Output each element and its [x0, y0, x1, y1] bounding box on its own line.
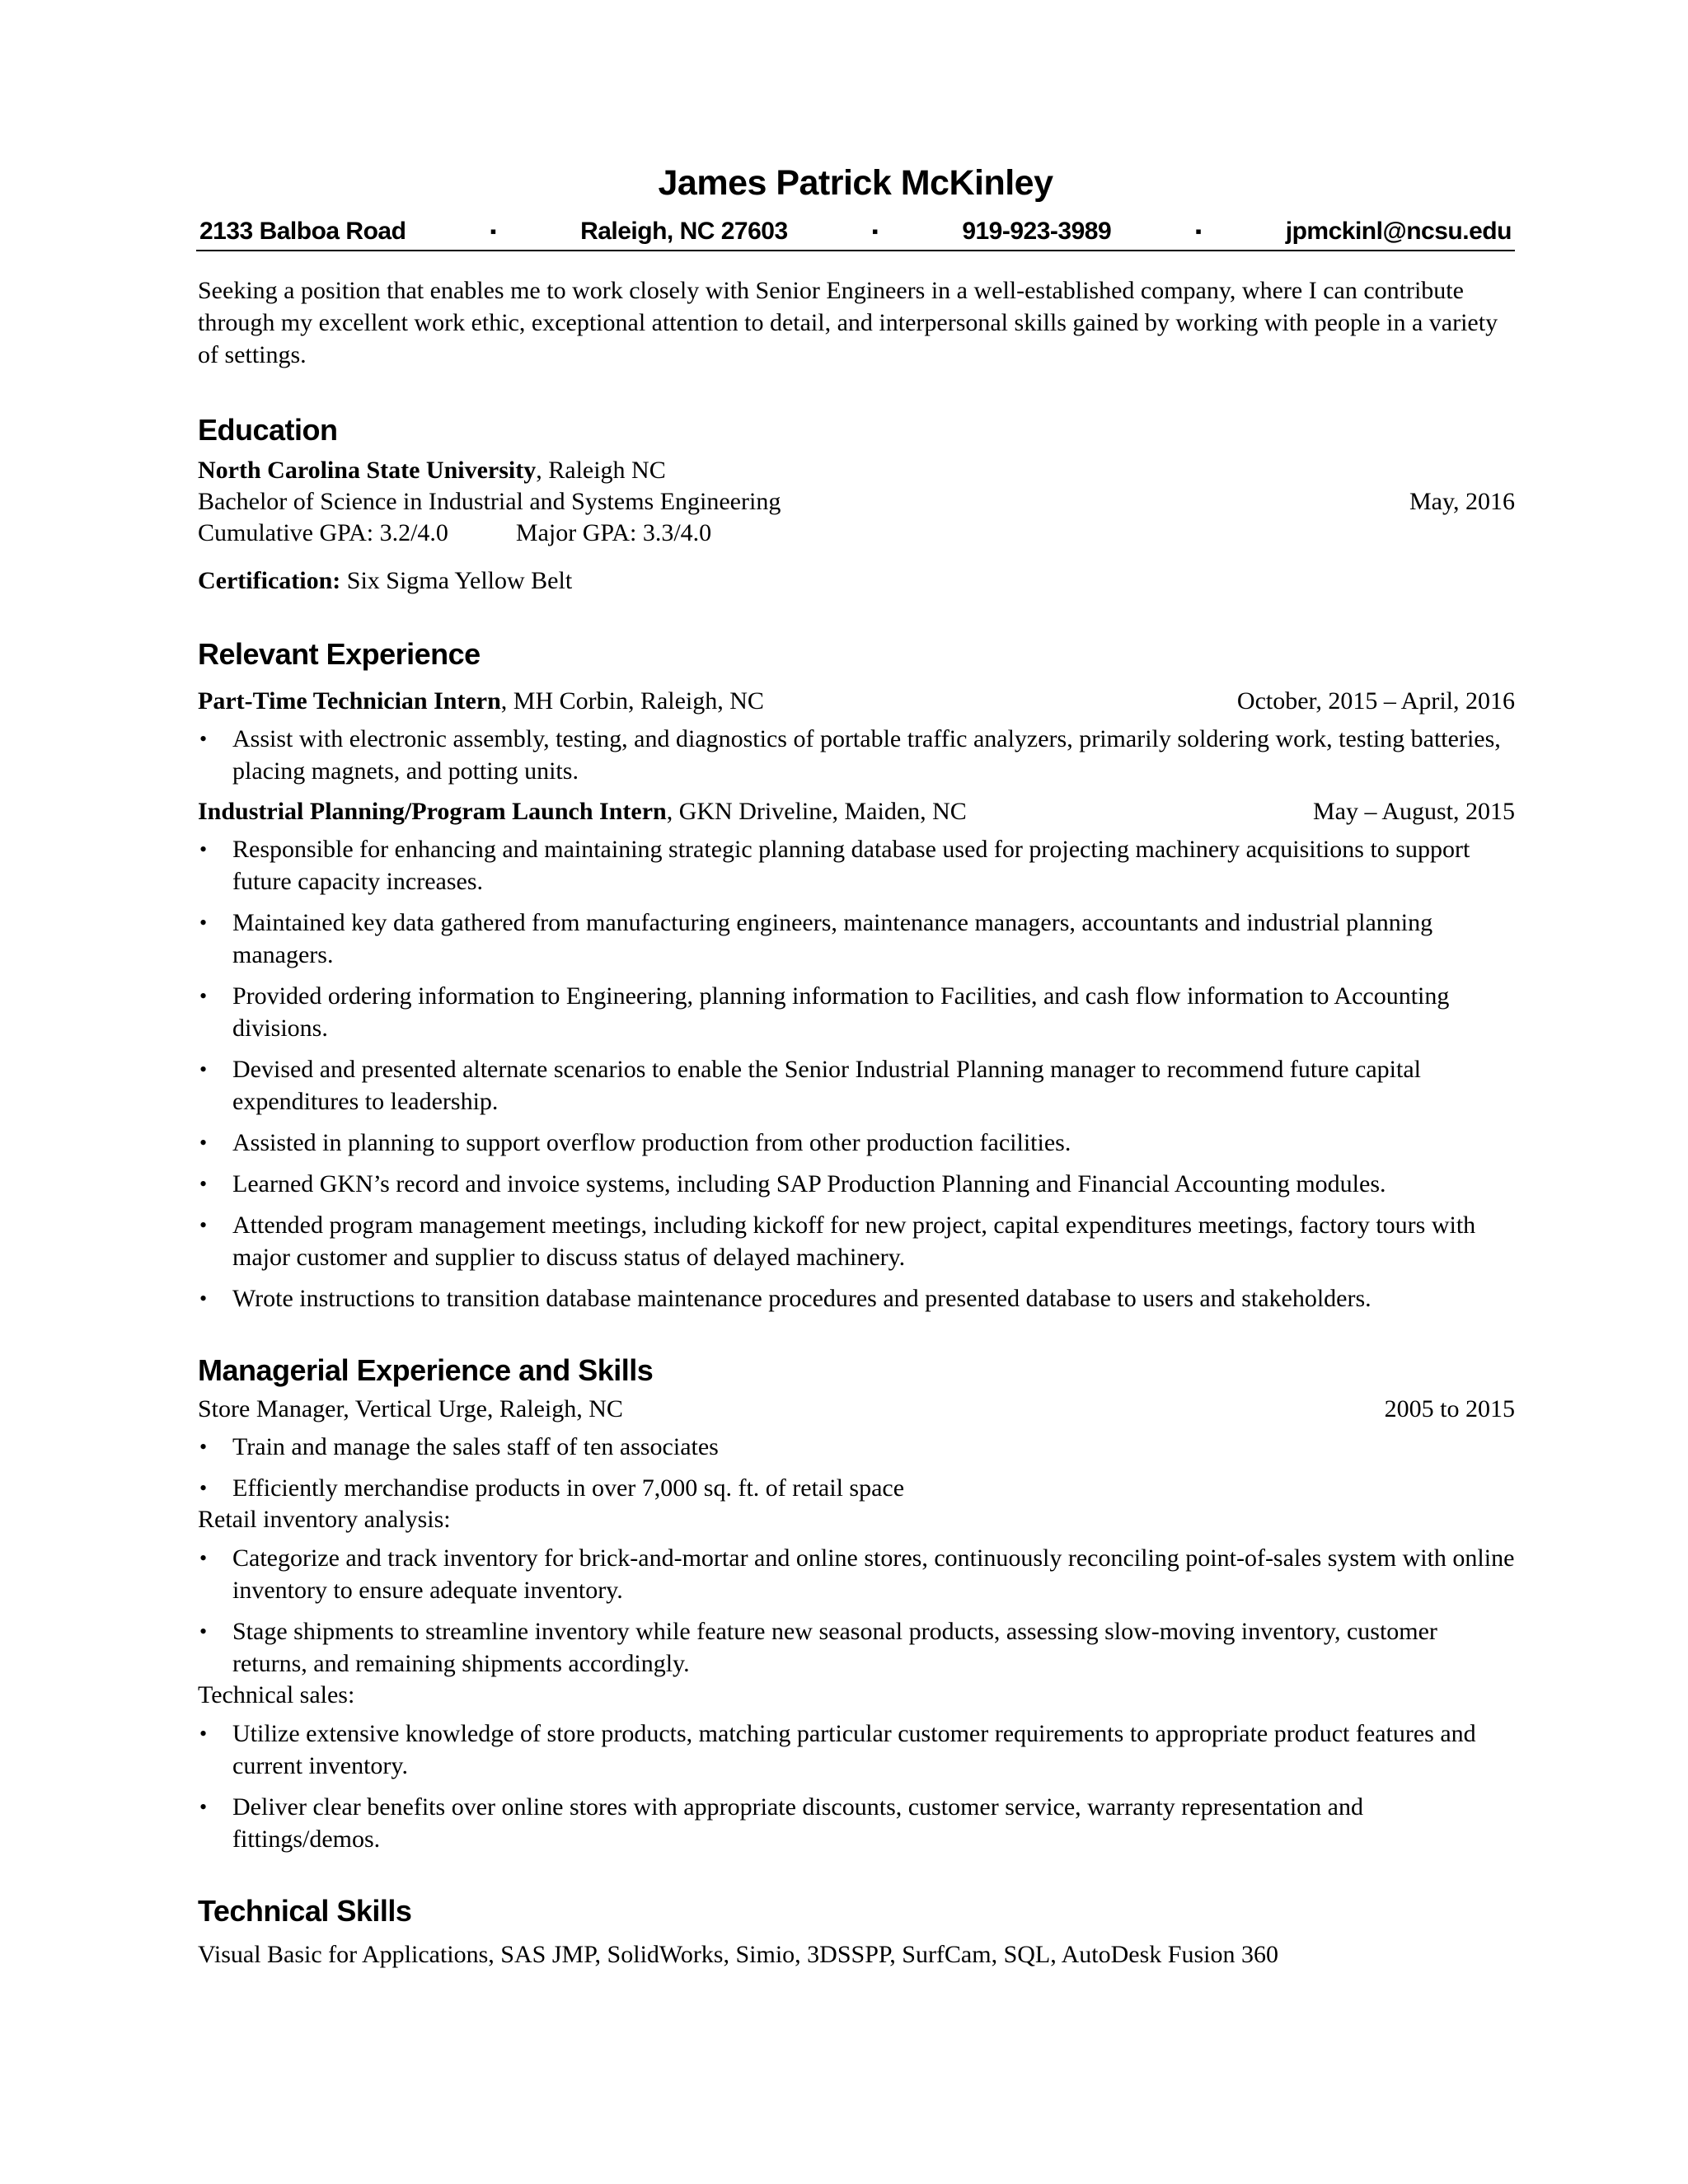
- list-item: • Efficiently merchandise products in over 7,000 sq. ft. of retail space: [196, 1472, 1515, 1504]
- certification-label: Certification:: [198, 567, 341, 594]
- job-title-line: [198, 686, 764, 717]
- cumulative-gpa: Cumulative GPA: 3.2/4.0: [198, 519, 448, 546]
- list-item: • Train and manage the sales staff of ten associates: [196, 1431, 1515, 1463]
- bullet-icon: •: [199, 1213, 208, 1237]
- bullet-icon: •: [199, 837, 208, 861]
- education-section: [196, 412, 1515, 597]
- list-item: • Devised and presented alternate scenarios to enable the Senior Industrial Planning manager to recommend future capital expenditures to leadership.: [196, 1053, 1515, 1118]
- relevant-experience-section: [196, 636, 1515, 1315]
- bullet-icon: •: [199, 911, 208, 935]
- job-bullets: [196, 723, 1515, 787]
- list-item: • Deliver clear benefits over online stores with appropriate discounts, customer service, warranty representation and fittings/demos.: [196, 1791, 1515, 1855]
- major-gpa: Major GPA: 3.3/4.0: [515, 519, 712, 546]
- bullet-icon: •: [199, 1131, 208, 1155]
- list-item: • Provided ordering information to Engineering, planning information to Facilities, and cash flow information to Accounting divisions.: [196, 980, 1515, 1044]
- technical-skills-heading: Technical Skills: [198, 1894, 412, 1928]
- school-line: [196, 455, 1515, 486]
- contact-email: jpmckinl@ncsu.edu: [1285, 218, 1512, 245]
- objective-statement: Seeking a position that enables me to work closely with Senior Engineers in a well-established company, where I can contribute through my excellent work ethic, exceptional attention to detail, and interpersonal skills gained by working with people in a variety of settings.: [198, 277, 1498, 368]
- relevant-experience-heading: Relevant Experience: [198, 637, 481, 671]
- contact-separator: ▪: [1195, 221, 1202, 241]
- bullet-icon: •: [199, 1172, 208, 1196]
- list-item: • Attended program management meetings, including kickoff for new project, capital expenditures meetings, factory tours with major customer and supplier to discuss status of delayed machinery.: [196, 1209, 1515, 1273]
- school-name: North Carolina State University: [198, 457, 537, 484]
- technical-skills-list: Visual Basic for Applications, SAS JMP, SolidWorks, Simio, 3DSSPP, SurfCam, SQL, AutoDesk Fusion 360: [198, 1941, 1278, 1968]
- sales-label: Technical sales:: [198, 1681, 355, 1708]
- contact-city: Raleigh, NC 27603: [580, 218, 788, 245]
- sales-bullets: [196, 1718, 1515, 1855]
- school-location: , Raleigh NC: [536, 457, 666, 484]
- retail-bullets: [196, 1542, 1515, 1680]
- bullet-icon: •: [199, 1546, 208, 1570]
- job-bullets: [196, 833, 1515, 1315]
- bullet-icon: •: [199, 1476, 208, 1500]
- retail-label: Retail inventory analysis:: [198, 1506, 451, 1533]
- degree-row: [196, 486, 1515, 518]
- contact-phone: 919-923-3989: [962, 218, 1112, 245]
- bullet-icon: •: [199, 984, 208, 1008]
- list-item: • Responsible for enhancing and maintaining strategic planning database used for projecting machinery acquisitions to support future capacity increases.: [196, 833, 1515, 898]
- education-heading: Education: [198, 413, 338, 447]
- job-employer: , MH Corbin, Raleigh, NC: [500, 687, 764, 715]
- managerial-dates: 2005 to 2015: [1384, 1395, 1515, 1422]
- gpa-line: [196, 518, 1515, 549]
- list-item: • Utilize extensive knowledge of store products, matching particular customer requirements to appropriate product features and current inventory.: [196, 1718, 1515, 1782]
- list-item: • Maintained key data gathered from manufacturing engineers, maintenance managers, accountants and industrial planning managers.: [196, 907, 1515, 971]
- job-title: Part-Time Technician Intern: [198, 687, 501, 715]
- job-header-row: [196, 796, 1515, 827]
- managerial-role-row: [196, 1394, 1515, 1425]
- job-header-row: [196, 686, 1515, 717]
- contact-line: [196, 217, 1515, 251]
- managerial-heading: Managerial Experience and Skills: [198, 1353, 654, 1387]
- bullet-icon: •: [199, 1435, 208, 1459]
- list-item: • Categorize and track inventory for brick-and-mortar and online stores, continuously reconciling point-of-sales system with online inventory to ensure adequate inventory.: [196, 1542, 1515, 1606]
- bullet-icon: •: [199, 1722, 208, 1746]
- job-dates: May – August, 2015: [1312, 798, 1515, 825]
- managerial-section: [196, 1352, 1515, 1855]
- list-item: • Assist with electronic assembly, testing, and diagnostics of portable traffic analyzers, primarily soldering work, testing batteries, placing magnets, and potting units.: [196, 723, 1515, 787]
- certification-value: Six Sigma Yellow Belt: [340, 567, 573, 594]
- contact-separator: ▪: [490, 221, 496, 241]
- certification-line: [196, 565, 1515, 597]
- job-dates: October, 2015 – April, 2016: [1236, 687, 1515, 715]
- bullet-icon: •: [199, 1057, 208, 1081]
- bullet-icon: •: [199, 1619, 208, 1643]
- job-employer: , GKN Driveline, Maiden, NC: [666, 798, 967, 825]
- managerial-role: Store Manager, Vertical Urge, Raleigh, NC: [198, 1395, 623, 1422]
- contact-address: 2133 Balboa Road: [199, 218, 406, 245]
- bullet-icon: •: [199, 1286, 208, 1310]
- degree-date: May, 2016: [1409, 488, 1515, 515]
- list-item: • Assisted in planning to support overflow production from other production facilities.: [196, 1127, 1515, 1159]
- resume-page: [196, 161, 1515, 1971]
- list-item: • Stage shipments to streamline inventory while feature new seasonal products, assessing slow-moving inventory, customer returns, and remaining shipments accordingly.: [196, 1615, 1515, 1680]
- technical-skills-section: [196, 1893, 1515, 1971]
- degree-name: Bachelor of Science in Industrial and Systems Engineering: [198, 488, 781, 515]
- candidate-name: James Patrick McKinley: [658, 163, 1053, 203]
- list-item: • Wrote instructions to transition database maintenance procedures and presented database to users and stakeholders.: [196, 1282, 1515, 1315]
- job-title: Industrial Planning/Program Launch Intern: [198, 798, 667, 825]
- list-item: • Learned GKN’s record and invoice systems, including SAP Production Planning and Financial Accounting modules.: [196, 1168, 1515, 1200]
- bullet-icon: •: [199, 727, 208, 751]
- job-title-line: [198, 796, 967, 827]
- contact-separator: ▪: [871, 221, 879, 241]
- managerial-bullets: [196, 1431, 1515, 1504]
- bullet-icon: •: [199, 1795, 208, 1819]
